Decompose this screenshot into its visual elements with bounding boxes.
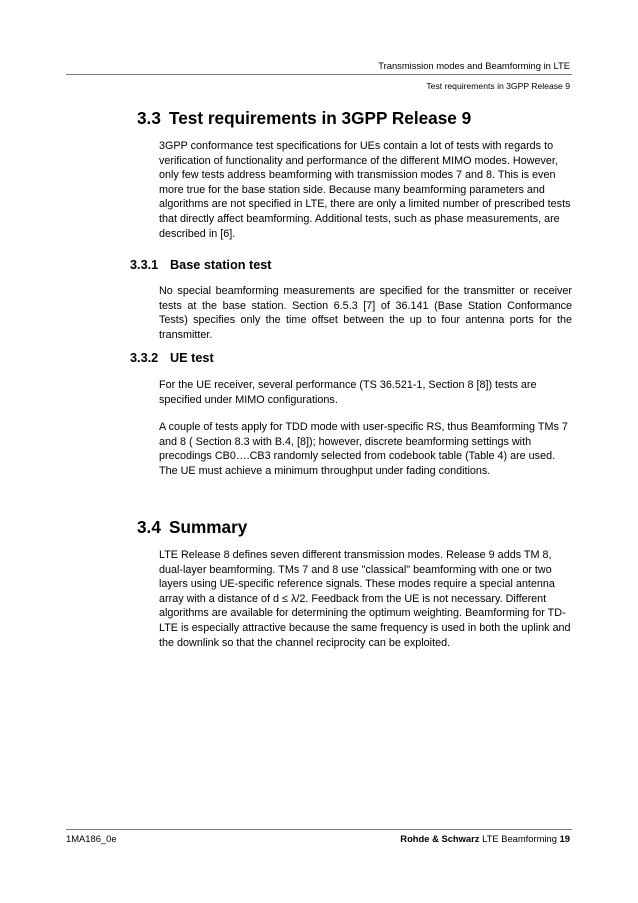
footer-page-number: 19: [559, 833, 570, 844]
section-3-4-paragraph: LTE Release 8 defines seven different transmission modes. Release 9 adds TM 8, dual-layer beamforming. TMs 7 and 8 use "classical" beamforming with one or two layers using UE-specific reference signals. These modes require a special antenna array with a distance of d ≤ λ/2. Feedback from the UE is not necessary. Different algorithms are available for determining the optimum weighting. Beamforming for TD-LTE is especially attractive because the same frequency is used in both the uplink and the downlink so that the channel reciprocity can be exploited.: [159, 549, 571, 649]
section-3-3-2-heading: [130, 351, 214, 365]
section-3-3-2-paragraph-1: For the UE receiver, several performance (TS 36.521-1, Section 8 [8]) tests are specified under MIMO configurations.: [159, 379, 537, 406]
section-number: 3.3: [137, 108, 161, 128]
footer-rule: [66, 829, 572, 830]
running-header-subtitle: Test requirements in 3GPP Release 9: [426, 81, 570, 91]
section-title: Base station test: [170, 258, 272, 272]
section-number: 3.3.2: [130, 351, 159, 365]
section-number: 3.4: [137, 517, 161, 537]
section-3-3-paragraph: 3GPP conformance test specifications for UEs contain a lot of tests with regards to verification of functionality and performance of the different MIMO modes. However, only few tests address beamforming with transmission modes 7 and 8. This is even more true for the base station side. Because many beamforming parameters and algorithms are not specified in LTE, there are only a limited number of prescribed tests that directly affect beamforming. Additional tests, such as phase measurements, are described in [6].: [159, 140, 571, 240]
header-rule: [66, 74, 572, 75]
section-number: 3.3.1: [130, 258, 159, 272]
section-3-4-heading: [137, 517, 247, 538]
section-title: UE test: [170, 351, 214, 365]
footer-doc-name: LTE Beamforming: [482, 833, 557, 844]
section-3-3-1-heading: [130, 258, 272, 272]
section-title: Summary: [169, 517, 248, 537]
section-title: Test requirements in 3GPP Release 9: [169, 108, 472, 128]
footer-company: Rohde & Schwarz: [400, 833, 480, 844]
running-header-title: Transmission modes and Beamforming in LTE: [378, 60, 570, 71]
section-3-3-heading: [137, 108, 471, 129]
footer-page-info: [400, 833, 570, 844]
section-3-3-1-paragraph: No special beamforming measurements are specified for the transmitter or receiver tests at the base station. Section 6.5.3 [7] of 36.141 (Base Station Conformance Tests) specifies only the time offset between the up to four antenna ports for the transmitter.: [159, 285, 572, 341]
footer-doc-id: 1MA186_0e: [66, 833, 117, 844]
section-3-3-2-paragraph-2: A couple of tests apply for TDD mode with user-specific RS, thus Beamforming TMs 7 and 8 ( Section 8.3 with B.4, [8]); however, discrete beamforming settings with precodings CB0….CB3 randomly selected from codebook table (Table 4) are used. The UE must achieve a minimum throughput under fading conditions.: [159, 421, 568, 477]
